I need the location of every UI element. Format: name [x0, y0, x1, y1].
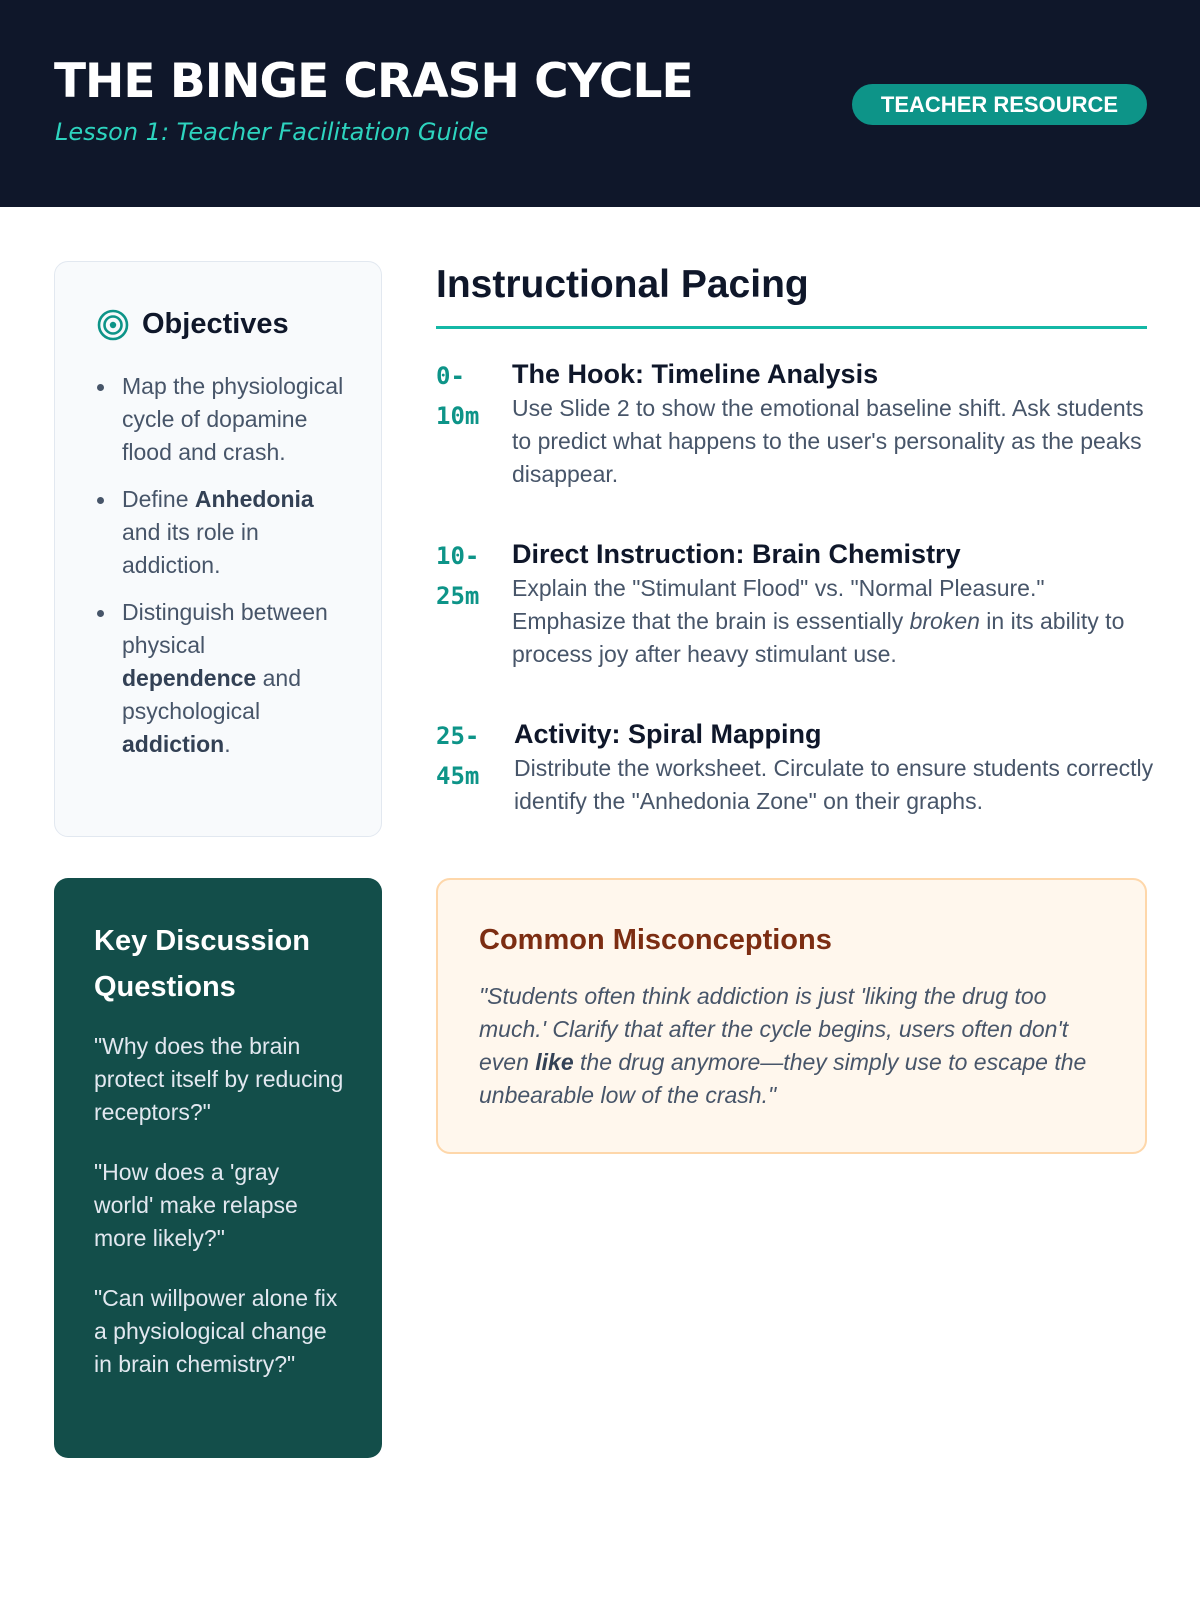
objective-text: and psychological — [122, 665, 301, 724]
objective-term-addiction: addiction — [122, 731, 225, 757]
discussion-card — [54, 878, 382, 1458]
objectives-header — [97, 308, 289, 341]
pacing-text-part: Explain the "Stimulant Flood" vs. "Normal Pleasure." Emphasize that the brain is essentially — [512, 575, 1045, 634]
pacing-time-end: 10m — [436, 402, 480, 430]
discussion-question: "How does a 'gray world' make relapse more likely?" — [94, 1159, 298, 1251]
misconceptions-title: Common Misconceptions — [479, 924, 832, 956]
pacing-time-end: 45m — [436, 762, 480, 790]
pacing-body — [512, 356, 1152, 491]
teacher-resource-badge: TEACHER RESOURCE — [852, 84, 1147, 125]
pacing-time-start: 10- — [436, 542, 480, 570]
discussion-question: "Why does the brain protect itself by reducing receptors?" — [94, 1033, 344, 1125]
objectives-title: Objectives — [142, 308, 289, 340]
discussion-question: "Can willpower alone fix a physiological change in brain chemistry?" — [94, 1285, 338, 1377]
pacing-time-start: 0- — [436, 362, 465, 390]
target-icon — [97, 309, 129, 341]
page-header — [0, 0, 1200, 207]
objective-item — [95, 370, 345, 469]
pacing-time — [436, 536, 506, 616]
discussion-questions — [94, 1030, 344, 1408]
pacing-title: Instructional Pacing — [436, 263, 809, 306]
discussion-title: Key Discussion Questions — [94, 925, 310, 1003]
pacing-time — [436, 716, 506, 796]
objective-text: and its role in addiction. — [122, 519, 259, 578]
objectives-card — [54, 261, 382, 837]
pacing-body — [514, 716, 1154, 818]
page-title: THE BINGE CRASH CYCLE — [54, 54, 693, 109]
objective-term-anhedonia: Anhedonia — [194, 486, 314, 512]
pacing-divider — [436, 326, 1147, 329]
pacing-time — [436, 356, 506, 436]
objective-text: Distinguish between physical — [122, 599, 328, 658]
objectives-list — [95, 370, 345, 775]
misconceptions-text-part: "Students often think addiction is just 'liking the drug too much.' Clarify that after the cycle begins, users often don't even — [479, 983, 1069, 1075]
pacing-text: Distribute the worksheet. Circulate to ensure students correctly identify the "Anhedonia Zone" on their graphs. — [514, 755, 1154, 814]
pacing-text-emphasis: broken — [909, 608, 980, 634]
pacing-heading: The Hook: Timeline Analysis — [512, 359, 879, 389]
misconceptions-text-part: the drug anymore—they simply use to escape the unbearable low of the crash." — [479, 1049, 1087, 1108]
pacing-text-part: in its ability to process joy after heavy stimulant use. — [512, 608, 1125, 667]
pacing-text — [512, 572, 1152, 671]
pacing-heading: Activity: Spiral Mapping — [514, 719, 822, 749]
objective-text: . — [224, 731, 231, 757]
pacing-heading: Direct Instruction: Brain Chemistry — [512, 539, 961, 569]
misconceptions-card — [436, 878, 1147, 1154]
misconceptions-emphasis: like — [535, 1049, 574, 1075]
misconceptions-quote — [479, 980, 1119, 1112]
page-subtitle: Lesson 1: Teacher Facilitation Guide — [55, 118, 489, 146]
objective-text: Define — [122, 486, 195, 512]
pacing-time-start: 25- — [436, 722, 480, 750]
pacing-text: Use Slide 2 to show the emotional baseline shift. Ask students to predict what happens to the user's personality as the peaks disappear. — [512, 395, 1144, 487]
objective-text: Map the physiological cycle of dopamine flood and crash. — [122, 373, 344, 465]
pacing-time-end: 25m — [436, 582, 480, 610]
pacing-body — [512, 536, 1152, 671]
objective-item — [95, 483, 345, 582]
objective-term-dependence: dependence — [122, 665, 257, 691]
objective-item — [95, 596, 345, 761]
